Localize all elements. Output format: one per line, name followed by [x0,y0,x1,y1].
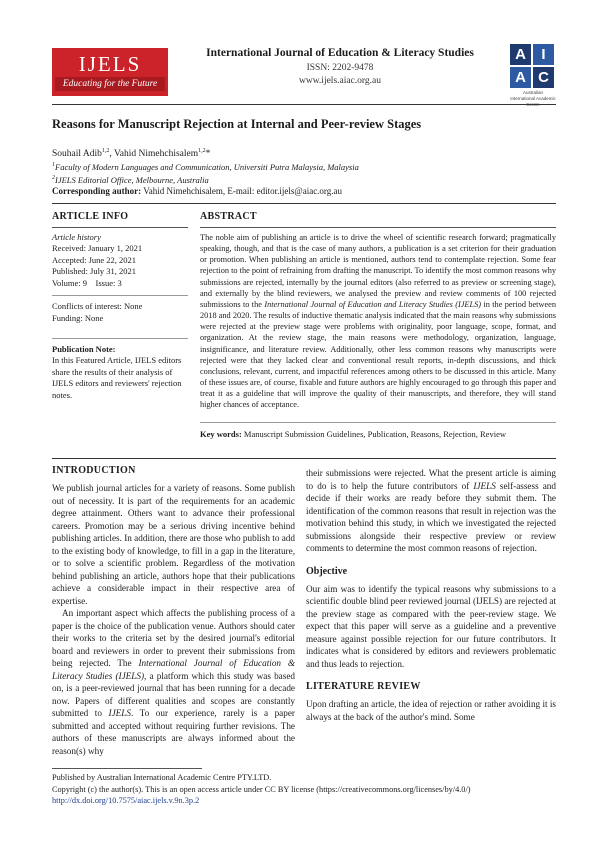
aiac-letter-a1: A [510,44,531,65]
article-authors [52,145,210,160]
article-title: Reasons for Manuscript Rejection at Internal and Peer-review Stages [52,117,422,131]
volume-issue: Volume: 9 Issue: 3 [52,277,122,288]
corresponding-label: Corresponding author: [52,186,142,196]
aiac-logo-caption: Australian International Academic Centre [510,90,556,107]
info-separator-2 [52,338,188,339]
article-info-heading: ARTICLE INFO [52,207,188,228]
aiac-logo [510,44,556,107]
conflicts-of-interest: Conflicts of interest: None [52,301,143,311]
abstract-text-part-2: in the period between 2018 and 2020. The results of inductive thematic analysis indicated that the main reasons why submissions were rejected at the preview stage were problems with originality, poor language, scope, format, and organization. At the review stage, the main reasons were methodology, organization, language, insignificance, and literature review. Additionally, other less common reasons why manuscripts were rejected were that they lacked clear and conventional result reports, in-depth discussions, and thick conclusions, relevant, current, and impactful references among others to be discussed in this article. Many of these issues are, of course, fixable and future authors are highly encouraged to go through this paper and treat it as a guideline that will improve the quality of their manuscripts, and therefore, they will stand higher chances of acceptance. [200,299,556,410]
received-date: Received: January 1, 2021 [52,243,143,253]
ijels-logo-tagline: Educating for the Future [55,77,165,91]
keywords [200,422,556,440]
publication-note: In this Featured Article, IJELS editors share the results of their analysis of IJELS editors and reviewers' rejection notes. [52,355,182,400]
objective-paragraph: Our aim was to identify the typical reasons why submissions to a scientific double blind peer reviewed journal (IJELS) are rejected at the preview stage as compared with the peer-review stage. We expect that this paper will serve as a guideline and a preventive measure against possible rejection for our future contributors. It indicates what is considered by editors and reviewers problematic and thus leads to rejection. [306,583,556,669]
literature-review-paragraph: Upon drafting an article, the idea of rejection or rather avoiding it is always at the back of the author's mind. Some [306,699,556,722]
body-column-left [52,464,295,757]
intro-cont-ijels: IJELS [473,480,496,491]
published-date: Published: July 31, 2021 [52,266,137,276]
doi-link[interactable]: http://dx.doi.org/10.7575/aiac.ijels.v.9n.3p.2 [52,796,200,805]
header-divider [52,104,556,105]
journal-header [52,44,556,107]
body-column-right [306,467,556,723]
accepted-date: Accepted: June 22, 2021 [52,254,137,265]
intro-p2-part-2: , a platform which this study was based on, is a peer-reviewed journal that has been running for a decade now. Papers of different qualities and scopes are constantly submitted to [52,670,295,718]
author-1: Souhail Adib [52,149,102,160]
affiliation-1-sup: 1 [52,162,55,168]
ijels-logo-text: IJELS [78,52,142,76]
abstract [200,207,556,440]
literature-review-heading: LITERATURE REVIEW [306,681,421,692]
intro-cont-part-2: self-assess and decide if their works are ready before they submit them. The identification of the common reasons that result in rejection was the motivation behind this study, in which we investigated the rejected submissions alongside their respective preview or review comments to determine the most common reasons of rejection. [306,480,556,553]
publisher-line: Published by Australian International Academic Centre PTY.LTD. [52,773,272,782]
body-divider [52,458,556,459]
intro-p2-journal: International Journal of Education & Literacy Studies (IJELS) [52,658,296,681]
aiac-letter-c: C [533,67,554,88]
keywords-text: Manuscript Submission Guidelines, Publication, Reasons, Rejection, Review [241,428,506,439]
info-separator-1 [52,295,188,296]
journal-name: International Journal of Education & Literacy Studies [206,47,474,59]
abstract-text-part-1: The noble aim of publishing an article is to drive the wheel of scientific research forward; pragmatically speaking, though, and that is the case of many authors, a publication is a set criterion for their graduation or promotion. When publishing an article is mentioned, authors tend to contemplate rejection. Some fear rejection to the point of refraining from drafting the manuscript. To identify the most common reasons why submissions are rejected, internally by the journal editors (also referred to as preview or screening stage), and externally by the blind reviewers, we analysed the preview and review comments of 100 rejected submissions to the [200,233,556,309]
corresponding-author [52,185,342,197]
keywords-label: Key words: [200,428,242,439]
journal-issn: ISSN: 2202-9478 [306,63,374,73]
intro-p2-part-3: . To our experience, rarely is a paper submitted and accepted without requiring further revisions. The authors of these manuscripts are always informed about the reason(s) why [52,708,295,756]
copyright-line: Copyright (c) the author(s). This is an open access article under CC BY license (https://creativecommons.org/licenses/by/4.0/) [52,784,471,794]
corresponding-star: * [205,149,211,160]
affiliation-1 [52,160,359,173]
affiliations [52,160,359,187]
intro-p2-part-1: An important aspect which affects the publishing process of a paper is the choice of the publication venue. Authors should cater their works to the criteria set by the desired journal's editorial board and reviewers in order to prevent their submissions from being rejected. The [52,608,295,668]
intro-cont-part-1: their submissions were rejected. What the present article is aiming to do is to help the future contributors of [306,468,556,491]
introduction-heading: INTRODUCTION [52,465,136,476]
introduction-paragraph-2 [52,607,295,757]
affiliation-2-sup: 2 [52,175,55,182]
affiliation-2-text: IJELS Editorial Office, Melbourne, Australia [55,175,209,186]
article-info [52,207,188,401]
journal-url[interactable]: www.ijels.aiac.org.au [298,76,382,86]
author-2-sup: 1,2 [198,148,206,154]
abstract-journal-name: International Journal of Education and Literacy Studies (IJELS) [264,299,482,309]
introduction-paragraph-1: We publish journal articles for a variety of reasons. Some publish out of necessity. It is part of the requirements for an academic degree attainment. Others want to advance their professional careers. Promotion may be a serious driving incentive behind publishing articles. In addition, there are those who publish to add to the existing body of knowledge, to fill in a gap in the literature, or to solve a scientific problem. Regardless of the motivation behind publishing an article, authors hope that their publications achieve a considerable impact in their respective area of expertise. [52,483,295,606]
footer-rule [52,768,202,769]
page-footer [52,772,556,807]
objective-heading: Objective [306,565,348,577]
intro-p2-ijels: IJELS [108,708,131,718]
aiac-letter-i: I [533,44,554,65]
affiliation-1-text: Faculty of Modern Languages and Communication, Universiti Putra Malaysia, Malaysia [55,161,359,172]
article-history-label: Article history [52,232,101,242]
abstract-heading: ABSTRACT [200,207,556,228]
funding: Funding: None [52,312,104,323]
aiac-letter-a2: A [510,67,531,88]
author-2: , Vahid Nimehchisalem [109,149,199,160]
ijels-logo [52,48,168,96]
journal-info [182,44,498,88]
corresponding-text: Vahid Nimehchisalem, E-mail: editor.ijels@aiac.org.au [141,186,343,196]
introduction-continued [306,467,556,555]
author-1-sup: 1,2 [101,148,110,154]
abstract-text [200,232,556,411]
publication-note-heading: Publication Note: [52,344,116,354]
title-divider [52,203,556,204]
